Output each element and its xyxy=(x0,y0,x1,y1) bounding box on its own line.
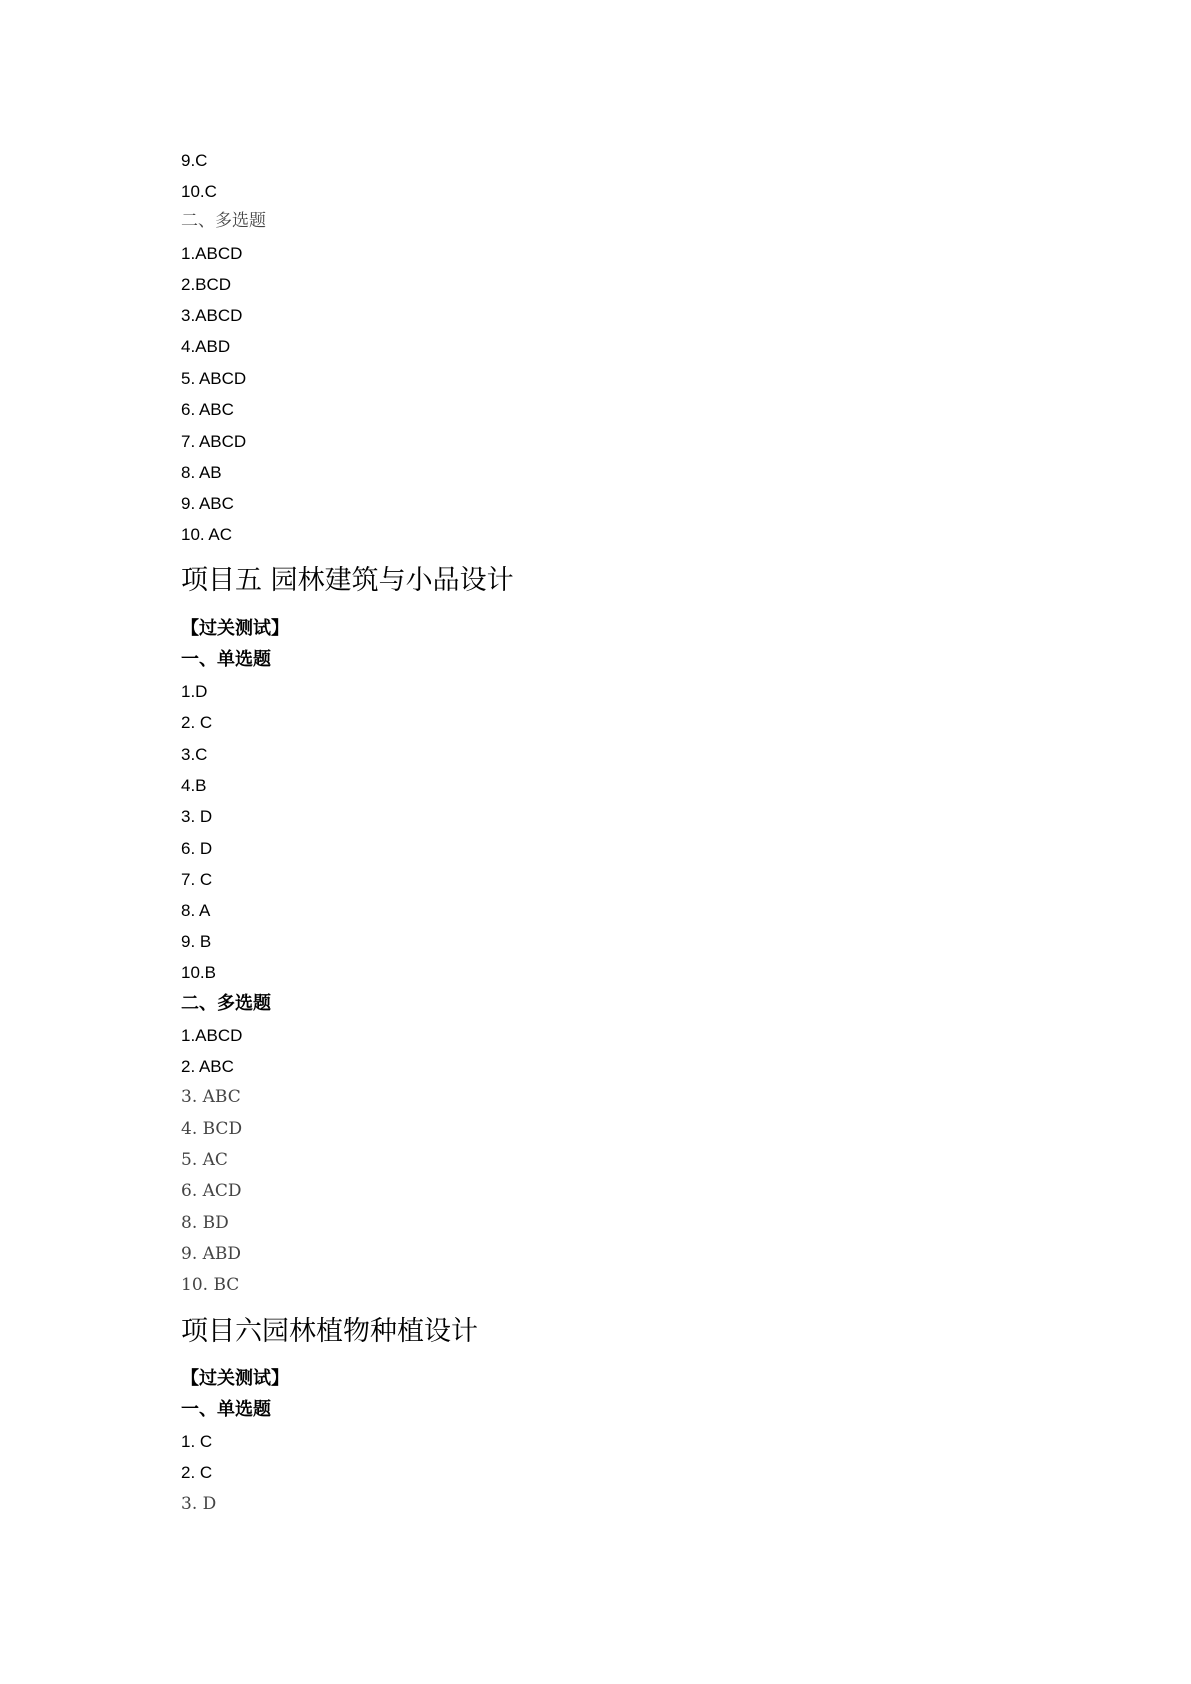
answer-item: 1.D xyxy=(181,682,208,701)
answer-item: 10.C xyxy=(181,182,217,201)
answer-item: 1.ABCD xyxy=(181,244,243,263)
answer-item: 1. C xyxy=(181,1432,213,1451)
answer-item: 4.B xyxy=(181,776,207,795)
answer-item: 10.B xyxy=(181,963,216,982)
answer-item: 9. ABD xyxy=(181,1244,242,1264)
answer-item: 6. ACD xyxy=(181,1181,242,1201)
test-heading: 【过关测试】 xyxy=(181,618,289,639)
test-heading: 【过关测试】 xyxy=(181,1368,289,1389)
multi-choice-heading: 二、多选题 xyxy=(181,993,271,1014)
answer-item: 5. ABCD xyxy=(181,369,247,388)
answer-item: 9. ABC xyxy=(181,494,234,513)
section-title: 项目五 园林建筑与小品设计 xyxy=(181,565,514,596)
answer-item: 3. D xyxy=(181,807,213,826)
answer-item: 8. AB xyxy=(181,463,222,482)
answer-item: 3.ABCD xyxy=(181,306,243,325)
answer-item: 7. C xyxy=(181,870,213,889)
answer-item: 2. ABC xyxy=(181,1057,234,1076)
single-choice-heading: 一、单选题 xyxy=(181,649,271,670)
answer-item: 8. A xyxy=(181,901,211,920)
answer-item: 10. AC xyxy=(181,525,233,544)
answer-item: 9. B xyxy=(181,932,212,951)
answer-item: 7. ABCD xyxy=(181,432,247,451)
multi-choice-heading: 二、多选题 xyxy=(181,211,266,231)
answer-item: 4.ABD xyxy=(181,337,231,356)
answer-item: 4. BCD xyxy=(181,1119,243,1139)
answer-item: 3. ABC xyxy=(181,1087,241,1107)
answer-item: 10. BC xyxy=(181,1275,240,1295)
answer-item: 6. D xyxy=(181,839,213,858)
answer-item: 2. C xyxy=(181,713,213,732)
answer-item: 8. BD xyxy=(181,1213,229,1233)
answer-item: 5. AC xyxy=(181,1150,228,1170)
answer-item: 9.C xyxy=(181,151,208,170)
answer-item: 2.BCD xyxy=(181,275,232,294)
answer-item: 2. C xyxy=(181,1463,213,1482)
answer-item: 3. D xyxy=(181,1494,217,1514)
answer-item: 1.ABCD xyxy=(181,1026,243,1045)
single-choice-heading: 一、单选题 xyxy=(181,1399,271,1420)
answer-item: 3.C xyxy=(181,745,208,764)
section-title: 项目六园林植物种植设计 xyxy=(181,1316,478,1347)
answer-item: 6. ABC xyxy=(181,400,234,419)
